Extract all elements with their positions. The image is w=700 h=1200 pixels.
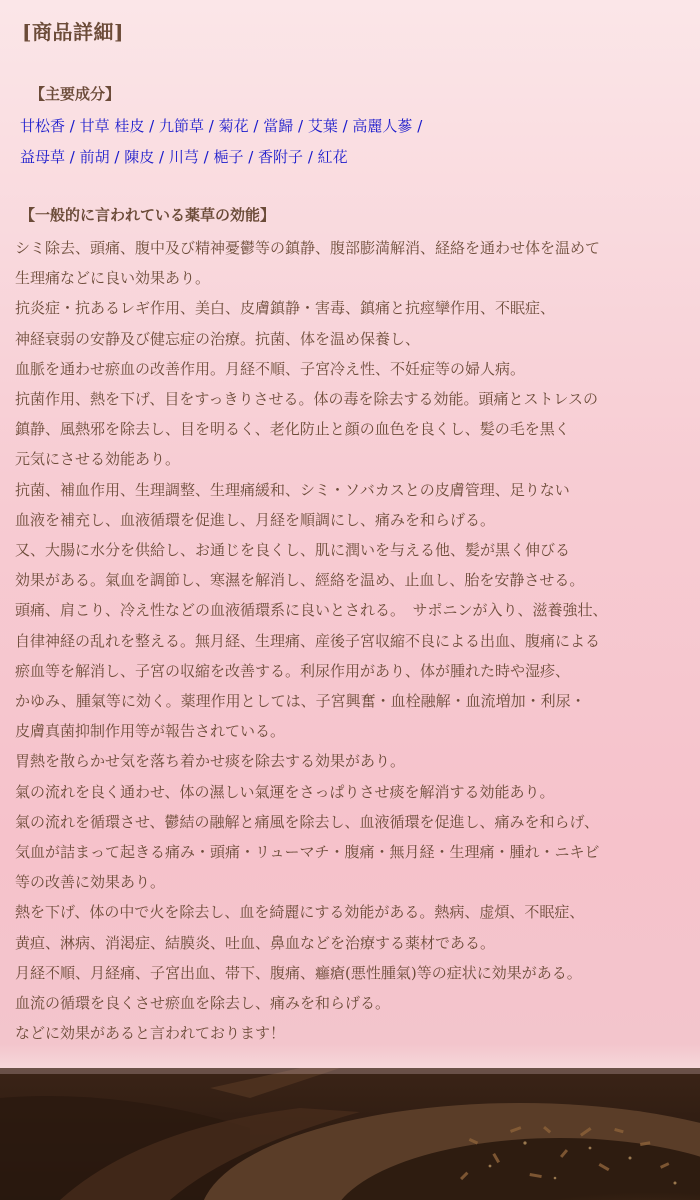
effect-line: 自律神経の乱れを整える。無月経、生理痛、産後子宮収縮不良による出血、腹痛による	[15, 631, 601, 650]
effect-line: 抗菌作用、熱を下げ、目をすっきりさせる。体の毒を除去する効能。頭痛とストレスの	[15, 390, 599, 409]
ingredients-list	[20, 111, 690, 173]
effect-line: かゆみ、腫氣等に効く。薬理作用としては、子宮興奮・血栓融解・血流増加・利尿・	[15, 692, 586, 711]
ingredient-item: 艾葉	[307, 117, 338, 135]
ingredient-item: 高麗人蔘	[352, 117, 413, 135]
effect-line: 瘀血等を解消し、子宮の収縮を改善する。利尿作用があり、体が腫れた時や湿疹、	[15, 661, 571, 680]
ingredient-separator: /	[337, 117, 353, 135]
ingredient-separator: /	[65, 148, 80, 166]
effect-line: 元気にさせる効能あり。	[15, 450, 181, 469]
ingredient-item: 紅花	[317, 148, 348, 166]
effect-line: 抗炎症・抗あるレギ作用、美白、皮膚鎮静・害毒、鎮痛と抗痙攣作用、不眠症、	[15, 299, 556, 318]
effect-line: 氣の流れを循環させ、鬱結の融解と痛風を除去し、血液循環を促進し、痛みを和らげ、	[15, 812, 599, 831]
effect-line: シミ除去、頭痛、腹中及び精神憂鬱等の鎮静、腹部膨満解消、経絡を通わせ体を温めて	[15, 239, 601, 257]
ingredients-heading: 【主要成分】	[30, 85, 121, 103]
ingredient-item: 菊花	[218, 117, 249, 135]
ingredient-item: 九節草	[158, 117, 204, 135]
effect-line: 血脈を通わせ瘀血の改善作用。月経不順、子宮冷え性、不妊症等の婦人病。	[15, 359, 526, 378]
effect-line: 頭痛、肩こり、冷え性などの血液循環系に良いとされる。 サポニンが入り、滋養強壮、	[15, 601, 608, 620]
ingredient-item: 梔子	[213, 148, 244, 166]
effect-line: 熱を下げ、体の中で火を除去し、血を綺麗にする効能がある。熱病、虚煩、不眠症、	[15, 903, 585, 922]
ingredient-item: 益母草	[20, 148, 66, 166]
ingredient-separator: /	[204, 117, 219, 135]
effect-line: 気血が詰まって起きる痛み・頭痛・リューマチ・腹痛・無月経・生理痛・腫れ・ニキビ	[15, 843, 600, 862]
effect-line: 又、大腸に水分を供給し、お通じを良くし、肌に潤いを与える他、髪が黒く伸びる	[15, 541, 571, 560]
ingredient-separator: /	[109, 148, 125, 166]
effect-line: などに効果があると言われております！	[15, 1024, 286, 1043]
ingredient-separator: /	[248, 117, 264, 135]
ingredient-separator: /	[198, 148, 214, 166]
effects-body	[15, 233, 695, 1048]
effect-line: 黄疸、淋病、消渇症、結膜炎、吐血、鼻血などを治療する薬材である。	[15, 933, 496, 952]
effect-line: 氣の流れを良く通わせ、体の濕しい氣運をさっぱりさせ痰を解消する効能あり。	[15, 782, 555, 801]
ingredient-item: 當歸	[263, 117, 294, 135]
ingredient-separator: /	[144, 117, 159, 135]
ingredient-separator: /	[243, 148, 259, 166]
effects-heading: 【一般的に言われている薬草の効能】	[20, 206, 276, 224]
effect-line: 鎮静、風熱邪を除去し、目を明るく、老化防止と顔の血色を良くし、髪の毛を黒く	[15, 420, 570, 439]
ingredient-separator: /	[65, 117, 80, 135]
ingredients-row-1	[20, 111, 690, 142]
herb-bowl-photo	[0, 1068, 700, 1200]
effect-line: 胃熱を散らかせ気を落ち着かせ痰を除去する効果があり。	[15, 752, 406, 771]
ingredient-separator: /	[293, 117, 308, 135]
ingredient-item: 前胡	[79, 148, 110, 166]
ingredient-separator: /	[412, 117, 423, 135]
ingredient-separator: /	[154, 148, 169, 166]
ingredient-item: 甘松香	[20, 117, 66, 135]
effect-line: 血流の循環を良くさせ瘀血を除去し、痛みを和らげる。	[15, 994, 391, 1013]
effect-line: 月経不順、月経痛、子宮出血、帯下、腹痛、癰瘡(悪性腫氣)等の症状に効果がある。	[15, 963, 582, 982]
effect-line: 抗菌、補血作用、生理調整、生理痛緩和、シミ・ソバカスとの皮膚管理、足りない	[15, 480, 570, 499]
ingredient-separator: /	[303, 148, 318, 166]
ingredient-item: 香附子	[258, 148, 304, 166]
effect-line: 血液を補充し、血液循環を促進し、月経を順調にし、痛みを和らげる。	[15, 510, 496, 529]
ingredients-row-2	[20, 142, 690, 173]
page-title: [商品詳細]	[22, 20, 124, 44]
ingredient-item: 川芎	[168, 148, 199, 166]
herb-bowl-photo-icon	[0, 1068, 700, 1200]
ingredient-item: 甘草 桂皮	[79, 117, 145, 135]
ingredient-item: 陳皮	[124, 148, 155, 166]
effect-line: 効果がある。氣血を調節し、寒濕を解消し、經絡を温め、止血し、胎を安静させる。	[15, 571, 585, 590]
effect-line: 神経衰弱の安静及び健忘症の治療。抗菌、体を温め保養し、	[15, 329, 421, 348]
effect-line: 等の改善に効果あり。	[15, 873, 166, 892]
effect-line: 皮膚真菌抑制作用等が報告されている。	[15, 722, 286, 741]
effect-line: 生理痛などに良い効果あり。	[15, 269, 211, 288]
